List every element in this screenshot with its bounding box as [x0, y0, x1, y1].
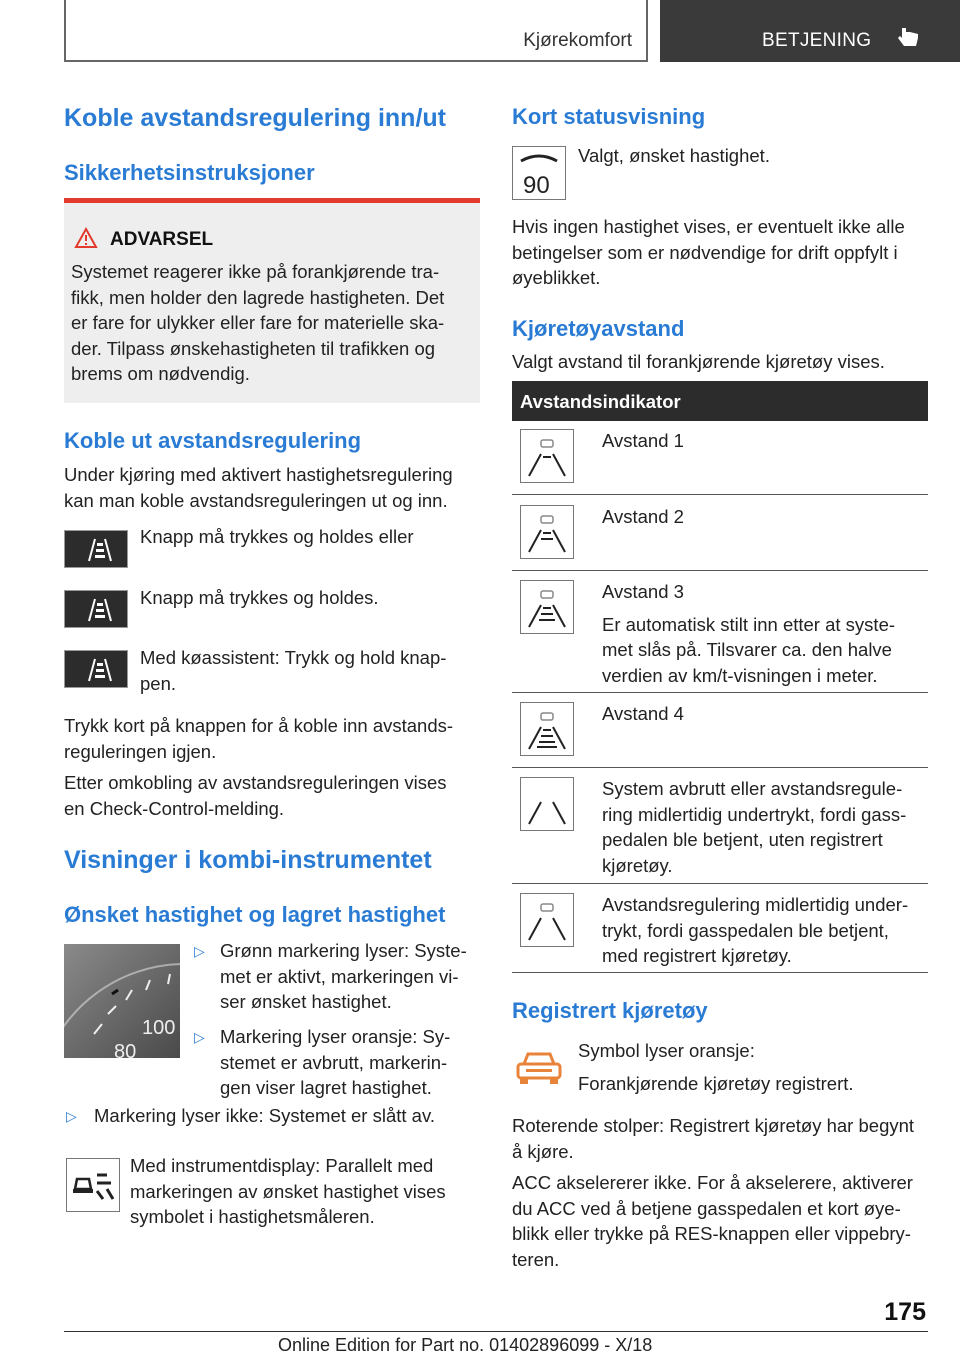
- speed-status-value: 90: [523, 172, 550, 199]
- table-divider: [512, 692, 928, 693]
- status-text: Valgt, ønsket hastighet.: [578, 145, 770, 166]
- button-desc-3: Med køassistent: Trykk og hold knap- pen.: [140, 647, 447, 694]
- instrument-note: Med instrumentdisplay: Parallelt med markeringen av ønsket hastighet vises symbolet i hastighetsmåleren.: [130, 1155, 446, 1227]
- warning-box: [64, 198, 480, 403]
- bullet-marker: ▷: [194, 943, 205, 959]
- bullet-green: Grønn markering lyser: Syste- met er aktivt, markeringen vi- ser ønsket hastighet.: [220, 940, 467, 1012]
- status-heading: Kort statusvisning: [512, 104, 706, 129]
- registered-car-icon: [512, 1046, 566, 1092]
- footer-divider: [64, 1331, 928, 1332]
- speedometer-image: [64, 944, 180, 1058]
- distance-1-icon: [520, 429, 574, 483]
- distance-table-header: Avstandsindikator: [512, 381, 928, 421]
- speedo-label-80: 80: [114, 1041, 137, 1058]
- display-heading: Visninger i kombi-instrumentet: [64, 846, 432, 874]
- header-chapter-label: BETJENING: [762, 30, 872, 51]
- speed-status-icon: [512, 146, 566, 200]
- safety-heading: Sikkerhetsinstruksjoner: [64, 160, 315, 185]
- acc-button-icon: [64, 530, 128, 568]
- bullet-orange: Markering lyser oransje: Sy- stemet er avbrutt, markerin- gen viser lagret hastighet.: [220, 1026, 451, 1098]
- header-section-box: [64, 0, 648, 62]
- distance-3-icon: [520, 580, 574, 634]
- table-divider: [512, 883, 928, 884]
- table-divider: [512, 972, 928, 973]
- distance-row-4: Avstand 4: [602, 703, 684, 724]
- distance-4-icon: [520, 702, 574, 756]
- page-number: 175: [884, 1298, 926, 1326]
- registered-text: Symbol lyser oransje: Forankjørende kjøretøy registrert.: [578, 1040, 854, 1094]
- button-desc-2: Knapp må trykkes og holdes.: [140, 587, 379, 608]
- bullet-marker: ▷: [194, 1029, 205, 1045]
- table-divider: [512, 767, 928, 768]
- warning-text: Systemet reagerer ikke på forankjørende tra- fikk, men holder den lagrede hastigheten. Det er fare for ulykker eller fare for materielle ska- der. Tilpass ønskehastigheten til trafikken og brems om nødvendig.: [71, 261, 445, 384]
- bullet-marker: ▷: [66, 1108, 77, 1124]
- distance-row-5: System avbrutt eller avstandsregule- ring midlertidig undertrykt, fordi gass- pedalen ble betjent, uten registrert kjøretøy.: [602, 778, 907, 876]
- table-divider: [512, 570, 928, 571]
- distance-row-2: Avstand 2: [602, 506, 684, 527]
- footer-edition: Online Edition for Part no. 01402896099 - X/18: [278, 1335, 653, 1355]
- distance-off-icon: [520, 777, 574, 831]
- car-distance-icon: [66, 1158, 120, 1212]
- table-divider: [512, 494, 928, 495]
- acc-button-icon: [64, 590, 128, 628]
- button-desc-1: Knapp må trykkes og holdes eller: [140, 526, 414, 547]
- distance-row-1: Avstand 1: [602, 430, 684, 451]
- press-short-text: Trykk kort på knappen for å koble inn avstands- reguleringen igjen.: [64, 715, 454, 762]
- disconnect-heading: Koble ut avstandsregulering: [64, 428, 362, 453]
- distance-suppressed-icon: [520, 893, 574, 947]
- header-section-label: Kjørekomfort: [523, 30, 632, 51]
- distance-row-6: Avstandsregulering midlertidig under- trykt, fordi gasspedalen ble betjent, med registrert kjøretøy.: [602, 894, 909, 966]
- speedo-label-100: 100: [142, 1017, 176, 1039]
- pointing-hand-icon: [896, 24, 922, 50]
- header-chapter-box: [660, 0, 960, 62]
- distance-2-icon: [520, 505, 574, 559]
- distance-heading: Kjøretøyavstand: [512, 316, 685, 341]
- warning-triangle-icon: [74, 227, 98, 249]
- registered-heading: Registrert kjøretøy: [512, 998, 708, 1023]
- speed-heading: Ønsket hastighet og lagret hastighet: [64, 902, 446, 927]
- warning-label: ADVARSEL: [110, 229, 214, 250]
- distance-intro: Valgt avstand til forankjørende kjøretøy vises.: [512, 351, 885, 372]
- rotating-text: Roterende stolper: Registrert kjøretøy har begynt å kjøre.: [512, 1115, 915, 1162]
- acc-text: ACC akselererer ikke. For å akselerere, aktiverer du ACC ved å betjene gasspedalen et kort øye- blikk eller trykke på RES-knappen eller vippebry- teren.: [512, 1172, 913, 1270]
- disconnect-intro: Under kjøring med aktivert hastighetsregulering kan man koble avstandsreguleringen ut og inn.: [64, 464, 453, 511]
- section-title: Koble avstandsregulering inn/ut: [64, 104, 446, 132]
- bullet-off: Markering lyser ikke: Systemet er slått av.: [94, 1105, 435, 1126]
- check-control-text: Etter omkobling av avstandsreguleringen vises en Check-Control-melding.: [64, 772, 447, 819]
- distance-row-3: Avstand 3 Er automatisk stilt inn etter at syste- met slås på. Tilsvarer ca. den halve verdien av km/t-visningen i meter.: [602, 581, 896, 686]
- acc-button-icon: [64, 650, 128, 688]
- no-speed-text: Hvis ingen hastighet vises, er eventuelt ikke alle betingelser som er nødvendige for drift oppfylt i øyeblikket.: [512, 216, 905, 288]
